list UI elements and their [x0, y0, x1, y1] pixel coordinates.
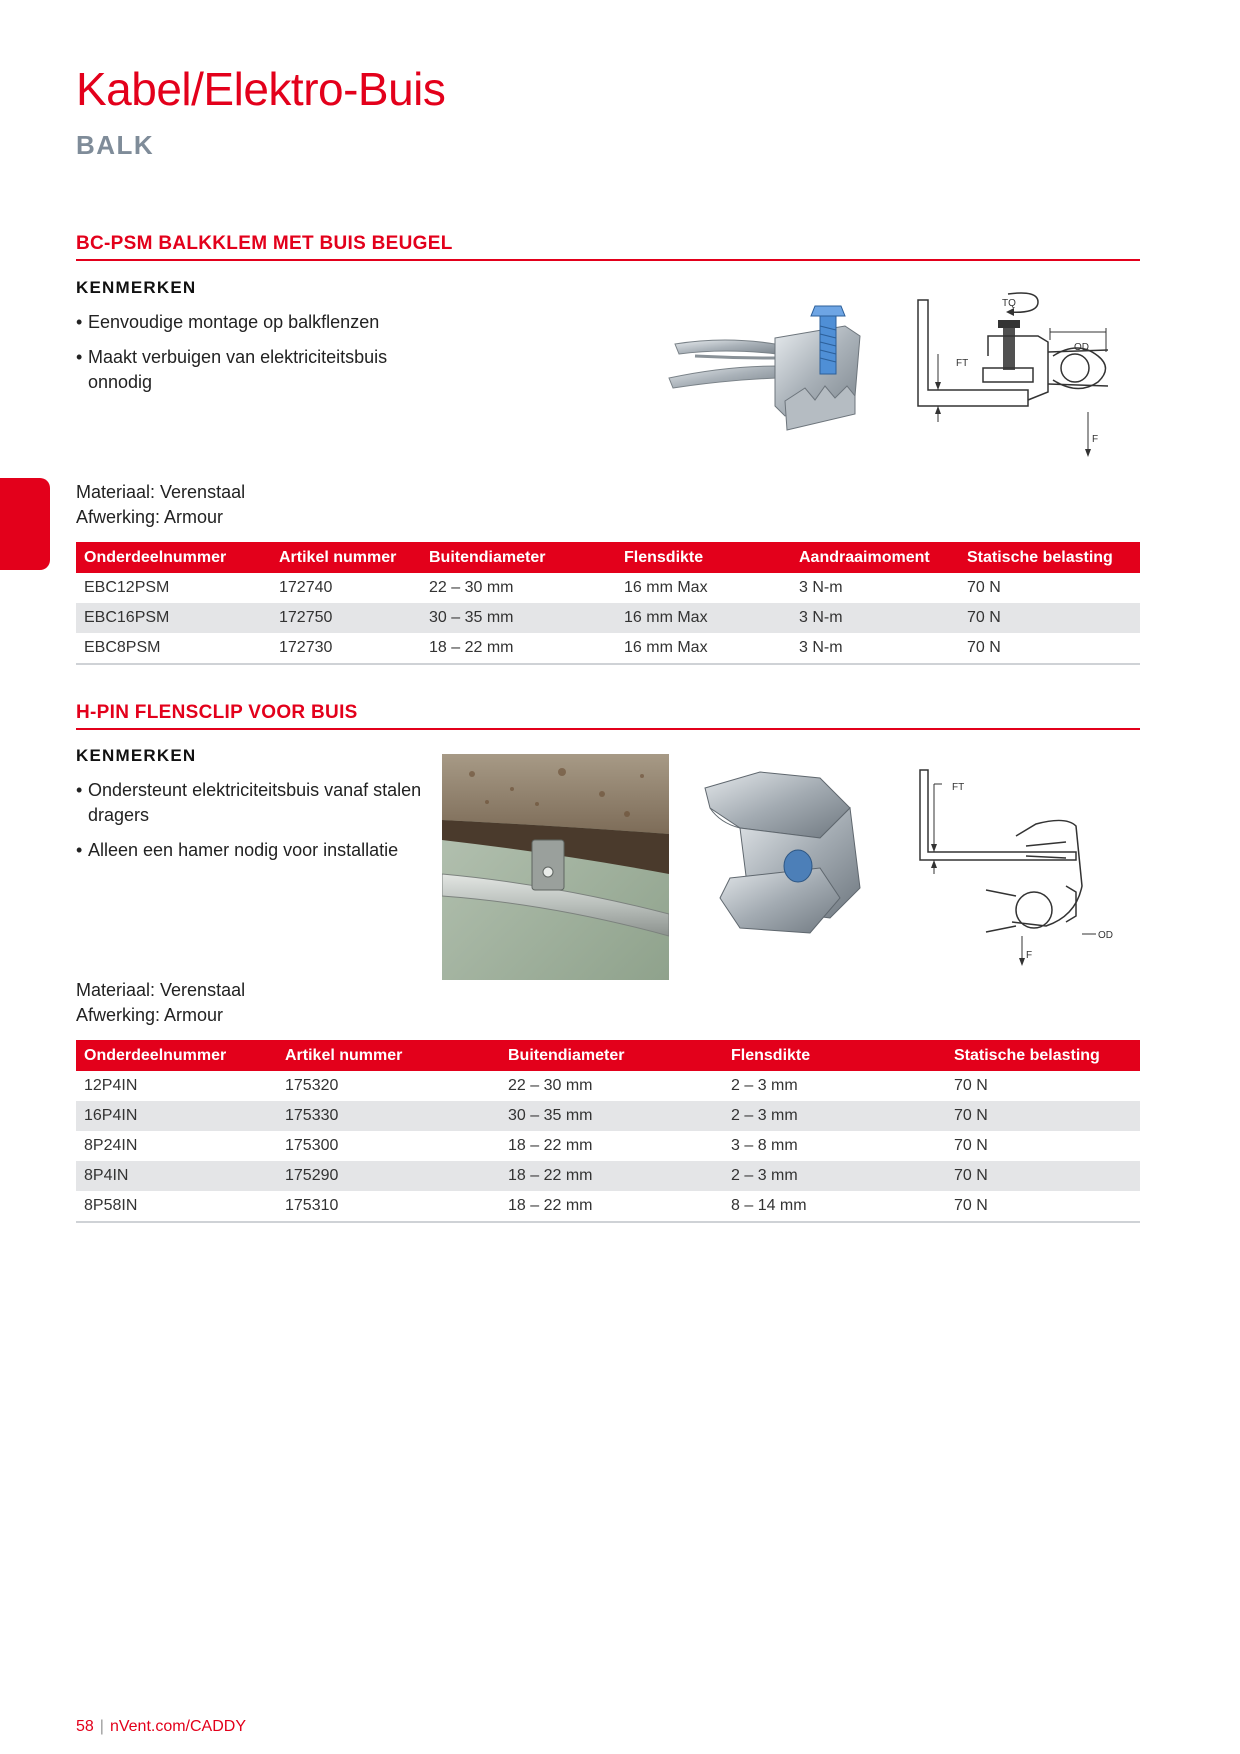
- table-cell: 70 N: [946, 1101, 1140, 1131]
- table-cell: 22 – 30 mm: [429, 579, 514, 596]
- table-cell: 8P24IN: [84, 1137, 138, 1154]
- table-cell: 12P4IN: [84, 1077, 138, 1094]
- table-header-cell: Flensdikte: [723, 1040, 946, 1071]
- table-cell: 30 – 35 mm: [500, 1101, 723, 1131]
- section1-spec-table: [76, 542, 1140, 665]
- diagram-label-f: F: [1092, 434, 1099, 445]
- table-header-cell: Buitendiameter: [500, 1040, 723, 1071]
- table-cell: 175310: [277, 1191, 500, 1222]
- diagram-label-tq: TQ: [1002, 298, 1016, 309]
- page-subtitle: BALK: [76, 130, 155, 160]
- h-pin-installation-photo: [442, 754, 669, 980]
- table-header-cell: Artikel nummer: [277, 1040, 500, 1071]
- table-cell: 18 – 22 mm: [500, 1191, 723, 1222]
- footer-separator: |: [99, 1718, 104, 1735]
- table-cell: 8 – 14 mm: [723, 1191, 946, 1222]
- diagram-label-f: F: [1026, 950, 1033, 961]
- table-row: [76, 633, 1140, 664]
- table-cell: 16P4IN: [76, 1101, 277, 1131]
- table-cell: 70 N: [954, 1137, 988, 1154]
- table-cell: 70 N: [967, 579, 1001, 596]
- section1-heading: BC-PSM BALKKLEM MET BUIS BEUGEL: [76, 233, 1140, 261]
- table-header-row: [76, 542, 1140, 573]
- section2-finish: Afwerking: Armour: [76, 1005, 224, 1025]
- table-header-cell: Statische belasting: [959, 542, 1140, 573]
- diagram-label-od: OD: [1074, 342, 1089, 353]
- table-header-cell: Flensdikte: [616, 542, 791, 573]
- table-cell: 18 – 22 mm: [508, 1137, 593, 1154]
- section2-material: Materiaal: Verenstaal: [76, 980, 246, 1000]
- table-cell: 175290: [277, 1161, 500, 1191]
- diagram-label-od: OD: [1098, 930, 1113, 941]
- table-header-cell: Statische belasting: [946, 1040, 1140, 1071]
- table-cell: 175330: [277, 1101, 500, 1131]
- section2-feature-item: • Ondersteunt elektriciteitsbuis vanaf stalen dragers: [76, 778, 426, 828]
- section1-feature-item: • Maakt verbuigen van elektriciteitsbuis onnodig: [76, 345, 416, 395]
- section1-features-list: [76, 310, 416, 405]
- section2-feature-item: • Alleen een hamer nodig voor installatie: [76, 838, 426, 863]
- h-pin-dimension-diagram: [916, 766, 1126, 966]
- table-cell: 70 N: [946, 1161, 1140, 1191]
- page-number: 58: [76, 1718, 94, 1735]
- table-row: [76, 573, 1140, 603]
- section2-spec-table: [76, 1040, 1140, 1223]
- table-cell: EBC12PSM: [84, 579, 170, 596]
- table-cell: 16 mm Max: [616, 603, 791, 633]
- table-header-cell: Onderdeelnummer: [76, 542, 271, 573]
- bc-psm-dimension-diagram: [908, 292, 1130, 462]
- table-cell: 2 – 3 mm: [723, 1161, 946, 1191]
- table-cell: 70 N: [959, 633, 1140, 664]
- table-cell: 172740: [279, 579, 333, 596]
- table-cell: 16 mm Max: [624, 579, 708, 596]
- table-header-cell: Buitendiameter: [421, 542, 616, 573]
- section2-heading: H-PIN FLENSCLIP VOOR BUIS: [76, 702, 1140, 730]
- table-cell: 70 N: [954, 1077, 988, 1094]
- table-cell: 3 N-m: [799, 579, 843, 596]
- diagram-label-ft: FT: [952, 782, 965, 793]
- section1-feature-item: • Eenvoudige montage op balkflenzen: [76, 310, 416, 335]
- footer-website-link[interactable]: nVent.com/CADDY: [109, 1718, 247, 1735]
- table-cell: 30 – 35 mm: [421, 603, 616, 633]
- table-row: [76, 1071, 1140, 1101]
- table-cell: 172750: [271, 603, 421, 633]
- table-cell: 3 N-m: [791, 633, 959, 664]
- section1-features-heading: KENMERKEN: [76, 278, 197, 297]
- table-row: [76, 1161, 1140, 1191]
- table-cell: 175300: [285, 1137, 339, 1154]
- section1-finish: Afwerking: Armour: [76, 507, 224, 527]
- table-cell: 2 – 3 mm: [731, 1077, 798, 1094]
- table-header-cell: Aandraaimoment: [791, 542, 959, 573]
- bc-psm-product-image: [665, 296, 895, 446]
- diagram-label-ft: FT: [956, 358, 969, 369]
- side-tab-marker: [0, 478, 50, 570]
- section2-features-heading: KENMERKEN: [76, 746, 197, 765]
- table-row: [76, 1101, 1140, 1131]
- page-footer: [76, 1718, 246, 1736]
- section1-material: Materiaal: Verenstaal: [76, 482, 246, 502]
- table-cell: 3 – 8 mm: [731, 1137, 798, 1154]
- table-cell: 16 mm Max: [616, 633, 791, 664]
- table-cell: 172730: [271, 633, 421, 664]
- table-header-row: [76, 1040, 1140, 1071]
- page-title: Kabel/Elektro-Buis: [76, 63, 446, 115]
- table-cell: 3 N-m: [791, 603, 959, 633]
- table-cell: 18 – 22 mm: [421, 633, 616, 664]
- h-pin-product-image: [700, 768, 890, 948]
- section2-features-list: [76, 778, 426, 873]
- table-header-cell: Onderdeelnummer: [76, 1040, 277, 1071]
- table-cell: 2 – 3 mm: [723, 1101, 946, 1131]
- table-cell: 70 N: [946, 1191, 1140, 1222]
- table-cell: 70 N: [959, 603, 1140, 633]
- table-cell: EBC16PSM: [76, 603, 271, 633]
- table-cell: 175320: [285, 1077, 339, 1094]
- table-cell: EBC8PSM: [76, 633, 271, 664]
- table-row: [76, 1131, 1140, 1161]
- table-cell: 18 – 22 mm: [500, 1161, 723, 1191]
- table-header-cell: Artikel nummer: [271, 542, 421, 573]
- table-row: [76, 1191, 1140, 1222]
- table-cell: 8P58IN: [76, 1191, 277, 1222]
- table-cell: 22 – 30 mm: [508, 1077, 593, 1094]
- table-row: [76, 603, 1140, 633]
- table-cell: 8P4IN: [76, 1161, 277, 1191]
